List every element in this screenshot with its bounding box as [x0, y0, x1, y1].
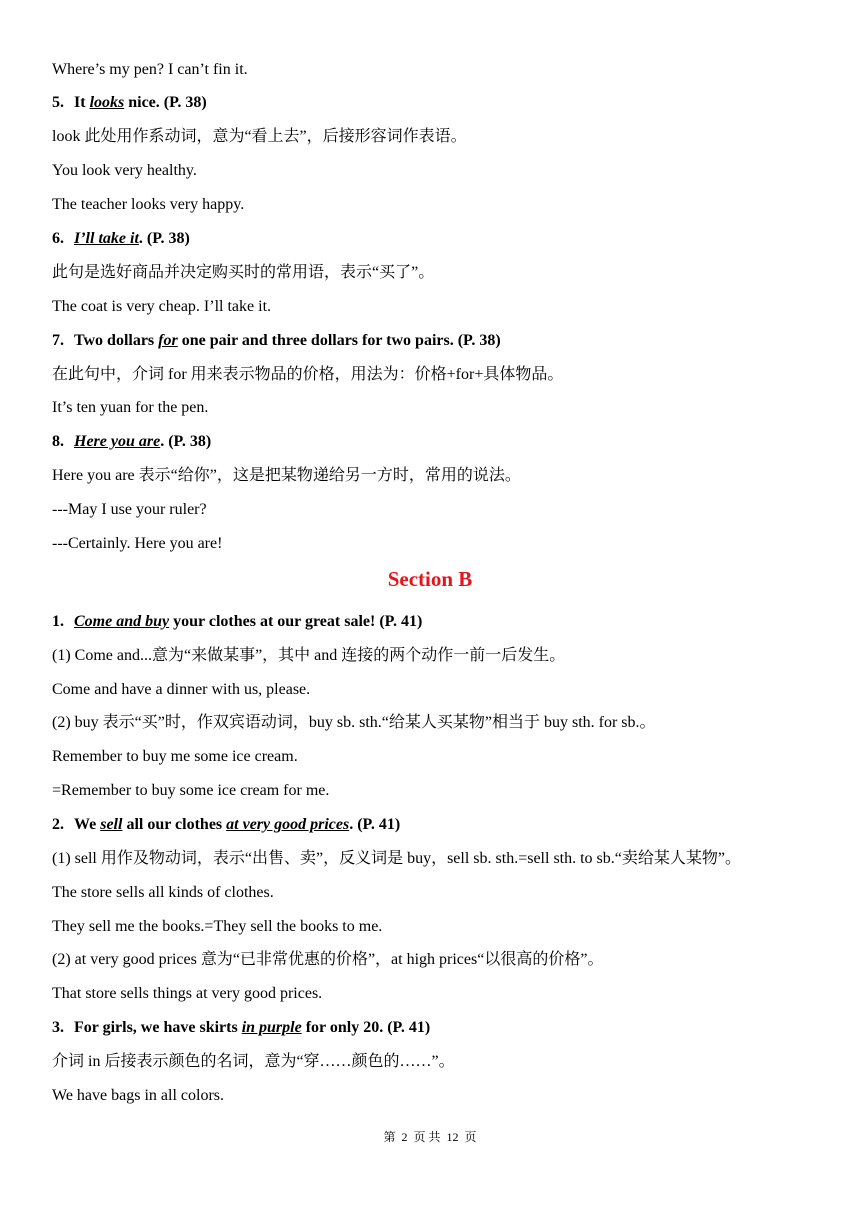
key-phrase: for — [158, 332, 178, 349]
heading-text: . (P. 38) — [138, 230, 190, 247]
heading-text: . (P. 38) — [160, 433, 212, 450]
body-line: (1) Come and...意为“来做某事”，其中 and 连接的两个动作一前一后发生。 — [52, 647, 566, 664]
footer-mid: 页 共 — [413, 1130, 441, 1144]
footer-total-pages: 12 — [446, 1130, 459, 1144]
body-line: The store sells all kinds of clothes. — [52, 884, 274, 901]
point-heading — [52, 331, 501, 351]
body-line: They sell me the books.=They sell the books to me. — [52, 918, 383, 935]
point-number: 8. — [52, 433, 64, 450]
point-heading — [52, 93, 207, 113]
body-line: (2) at very good prices 意为“已非常优惠的价格”，at high prices“以很高的价格”。 — [52, 951, 604, 968]
body-line: The teacher looks very happy. — [52, 196, 245, 213]
key-phrase: Come and buy — [74, 613, 170, 630]
point-number: 7. — [52, 332, 64, 349]
body-line: Remember to buy me some ice cream. — [52, 748, 298, 765]
heading-text: your clothes at our great sale! (P. 41) — [169, 613, 423, 630]
section-heading: Section B — [387, 567, 473, 591]
heading-text: Two dollars — [74, 332, 159, 349]
point-heading — [52, 815, 400, 835]
body-line: You look very healthy. — [52, 162, 197, 179]
point-heading — [52, 1018, 430, 1038]
heading-text: nice. (P. 38) — [124, 94, 207, 111]
point-number: 3. — [52, 1019, 64, 1036]
body-line: (1) sell 用作及物动词，表示“出售、卖”，反义词是 buy，sell sb. sth.=sell sth. to sb.“卖给某人某物”。 — [52, 850, 741, 867]
key-phrase: Here you are — [74, 433, 161, 450]
heading-text: one pair and three dollars for two pairs. (P. 38) — [177, 332, 501, 349]
body-line: That store sells things at very good prices. — [52, 985, 323, 1002]
point-number: 2. — [52, 816, 64, 833]
body-line: 在此句中，介词 for 用来表示物品的价格，用法为：价格+for+具体物品。 — [52, 366, 564, 383]
body-line: (2) buy 表示“买”时，作双宾语动词，buy sb. sth.“给某人买某物”相当于 buy sth. for sb.。 — [52, 714, 656, 731]
key-phrase: I’ll take it — [74, 230, 139, 247]
body-line: Where’s my pen? I can’t fin it. — [52, 61, 248, 78]
heading-text: all our clothes — [122, 816, 227, 833]
heading-text: for only 20. (P. 41) — [301, 1019, 431, 1036]
point-number: 5. — [52, 94, 64, 111]
body-line: The coat is very cheap. I’ll take it. — [52, 298, 272, 315]
body-line: Come and have a dinner with us, please. — [52, 681, 311, 698]
heading-text: We — [74, 816, 101, 833]
key-phrase: at very good prices — [226, 816, 350, 833]
footer-page-number: 2 — [401, 1130, 408, 1144]
point-heading — [52, 612, 422, 632]
point-heading — [52, 229, 190, 249]
body-line: 介词 in 后接表示颜色的名词，意为“穿……颜色的……”。 — [52, 1053, 455, 1070]
key-phrase: in purple — [241, 1019, 302, 1036]
body-line: =Remember to buy some ice cream for me. — [52, 782, 330, 799]
footer-suffix: 页 — [464, 1130, 477, 1144]
point-number: 6. — [52, 230, 64, 247]
key-phrase: sell — [100, 816, 123, 833]
footer-prefix: 第 — [383, 1130, 396, 1144]
body-line: 此句是选好商品并决定购买时的常用语，表示“买了”。 — [52, 264, 435, 281]
body-line: It’s ten yuan for the pen. — [52, 399, 209, 416]
heading-text: For girls, we have skirts — [74, 1019, 242, 1036]
key-phrase: looks — [89, 94, 125, 111]
body-line: ---Certainly. Here you are! — [52, 535, 223, 552]
body-line: Here you are 表示“给你”，这是把某物递给另一方时，常用的说法。 — [52, 467, 521, 484]
body-line: ---May I use your ruler? — [52, 501, 207, 518]
point-number: 1. — [52, 613, 64, 630]
heading-text: It — [74, 94, 90, 111]
page-footer — [0, 1129, 860, 1145]
body-line: look 此处用作系动词，意为“看上去”，后接形容词作表语。 — [52, 128, 467, 145]
heading-text: . (P. 41) — [349, 816, 401, 833]
body-line: We have bags in all colors. — [52, 1087, 224, 1104]
point-heading — [52, 432, 211, 452]
